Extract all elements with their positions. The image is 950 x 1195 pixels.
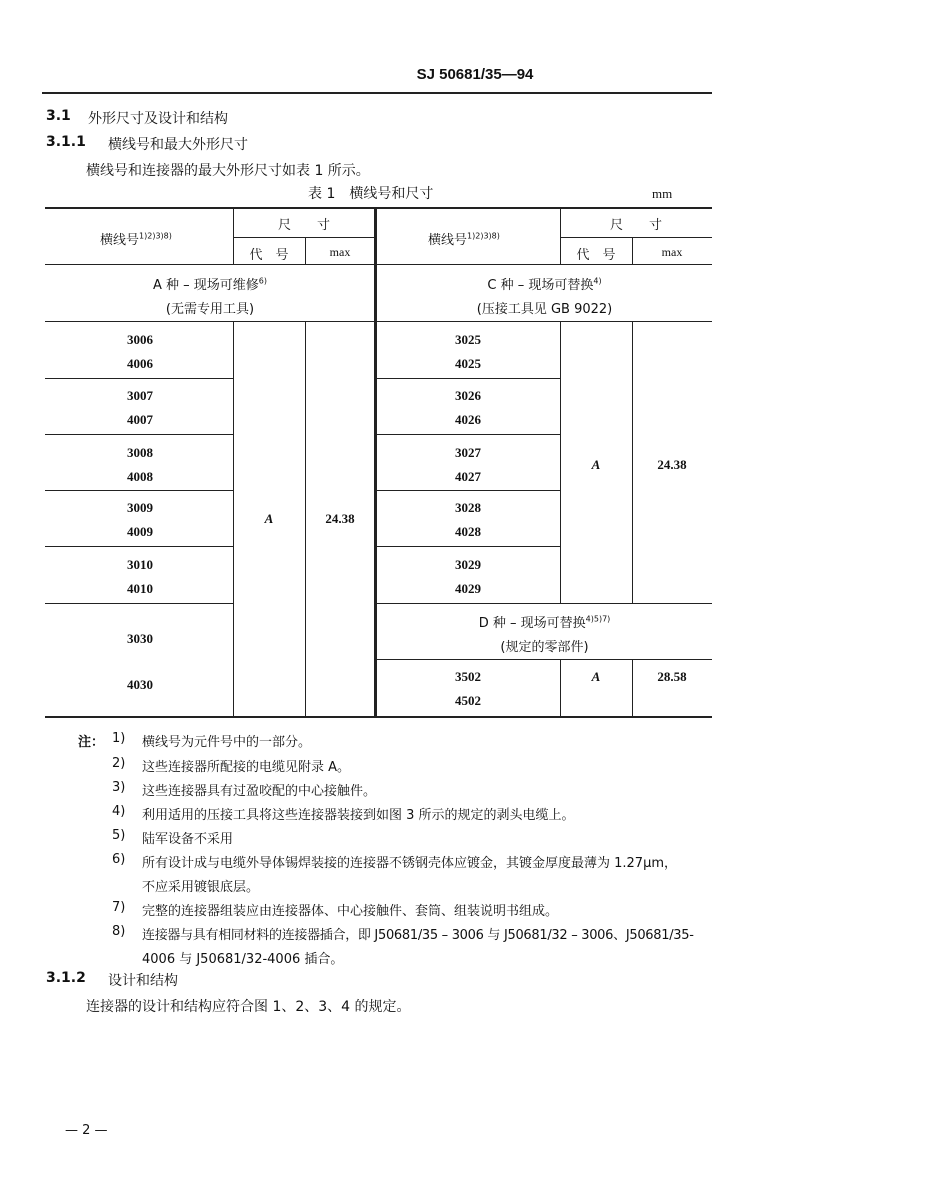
note-text: 陆军设备不采用 (142, 832, 234, 847)
col-header-size-left: 尺 寸 (277, 218, 330, 233)
left-row-2-a: 3007 (127, 388, 153, 403)
col-header-max-left: max (329, 245, 351, 259)
col-header-code-left: 代 号 (249, 248, 289, 263)
note-text: 利用适用的压接工具将这些连接器装接到如图 3 所示的规定的剥头电缆上。 (142, 808, 575, 823)
left-row-5-a: 3010 (127, 557, 153, 572)
col-header-hline-right: 横线号$^{1)2)3)8)}$ (428, 231, 500, 248)
col-header-max-right: max (661, 245, 683, 259)
note-text-cont: 4006 与 J50681/32-4006 插合。 (142, 952, 344, 967)
right-max: 24.38 (657, 457, 687, 472)
left-max: 24.38 (325, 511, 355, 526)
note-num: 7) (112, 900, 126, 915)
page-number: — 2 — (65, 1123, 108, 1138)
note-text: 所有设计成与电缆外导体锡焊装接的连接器不锈钢壳体应镀金，其镀金厚度最薄为 1.27μm， (142, 856, 678, 871)
left-row-3030: 3030 (127, 631, 153, 646)
right-row-2-b: 4026 (455, 412, 481, 427)
section-3-1-1-text: 横线号和连接器的最大外形尺寸如表 1 所示。 (86, 163, 370, 179)
section-3-1-2-text: 连接器的设计和结构应符合图 1、2、3、4 的规定。 (86, 999, 411, 1015)
right-row-1-b: 4025 (455, 356, 481, 371)
col-header-code-right: 代 号 (576, 248, 616, 263)
right-row-5-a: 3029 (455, 557, 481, 572)
right-row-1-a: 3025 (455, 332, 481, 347)
section-3-1-title: 外形尺寸及设计和结构 (88, 111, 228, 127)
note-text: 横线号为元件号中的一部分。 (142, 735, 312, 750)
left-row-3-b: 4008 (127, 469, 153, 484)
group-d-subtitle: (规定的零部件) (500, 640, 589, 655)
note-num: 3) (112, 780, 126, 795)
standard-code: SJ 50681/35—94 (416, 66, 534, 83)
left-row-2-b: 4007 (127, 412, 153, 427)
note-num: 4) (112, 804, 126, 819)
group-d-title: D 种 – 现场可替换$^{4)5)7)}$ (478, 614, 611, 631)
note-num: 5) (112, 828, 126, 843)
note-text: 这些连接器具有过盈咬配的中心接触件。 (142, 784, 377, 799)
group-c-subtitle: (压接工具见 GB 9022) (476, 302, 613, 317)
group-c-title: C 种 – 现场可替换$^{4)}$ (487, 276, 602, 293)
right-code: A (591, 457, 601, 472)
right-row-2-a: 3026 (455, 388, 481, 403)
left-row-3-a: 3008 (127, 445, 153, 460)
header-rule (42, 92, 712, 94)
col-header-hline-left: 横线号$^{1)2)3)8)}$ (100, 231, 172, 248)
right-row-5-b: 4029 (455, 581, 481, 596)
note-num: 2) (112, 756, 126, 771)
left-row-4030: 4030 (127, 677, 153, 692)
section-3-1-1-num: 3.1.1 (46, 134, 86, 150)
d-row-code: A (591, 669, 601, 684)
col-header-size-right: 尺 寸 (609, 218, 662, 233)
note-text-cont: 不应采用镀银底层。 (142, 880, 260, 895)
left-row-5-b: 4010 (127, 581, 153, 596)
left-row-1-b: 4006 (127, 356, 153, 371)
section-3-1-2-title: 设计和结构 (108, 973, 178, 989)
section-3-1-1-title: 横线号和最大外形尺寸 (108, 137, 248, 153)
left-row-1-a: 3006 (127, 332, 153, 347)
note-text: 这些连接器所配接的电缆见附录 A。 (142, 760, 351, 775)
note-num: 8) (112, 924, 126, 939)
table-unit: mm (652, 186, 673, 201)
note-num: 6) (112, 852, 126, 867)
right-row-4-a: 3028 (455, 500, 481, 515)
d-row-b: 4502 (455, 693, 481, 708)
left-row-4-a: 3009 (127, 500, 153, 515)
table-caption: 表 1 横线号和尺寸 (308, 186, 434, 202)
group-a-title: A 种 – 现场可维修$^{6)}$ (152, 276, 267, 293)
note-text: 完整的连接器组装应由连接器体、中心接触件、套筒、组装说明书组成。 (142, 904, 559, 919)
right-row-3-b: 4027 (455, 469, 481, 484)
d-row-a: 3502 (455, 669, 481, 684)
left-row-4-b: 4009 (127, 524, 153, 539)
right-row-4-b: 4028 (455, 524, 481, 539)
section-3-1-num: 3.1 (46, 108, 71, 124)
group-a-subtitle: (无需专用工具) (165, 302, 255, 317)
section-3-1-2-num: 3.1.2 (46, 970, 86, 986)
left-code: A (264, 511, 274, 526)
d-row-max: 28.58 (657, 669, 687, 684)
right-row-3-a: 3027 (455, 445, 481, 460)
note-text: 连接器与具有相同材料的连接器插合，即 J50681/35 – 3006 与 J50681/32 – 3006、J50681/35- (142, 928, 694, 943)
notes-label: 注： (78, 735, 105, 750)
note-num: 1) (112, 731, 126, 746)
